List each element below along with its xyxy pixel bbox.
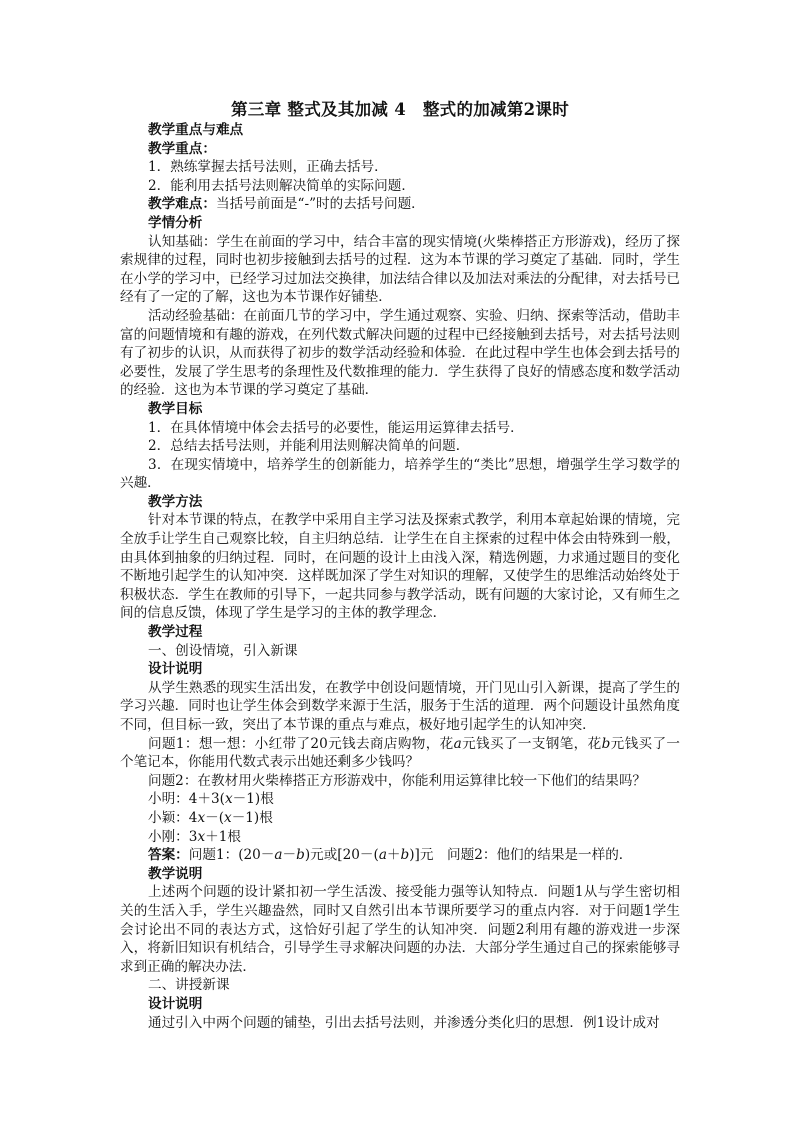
methods-paragraph: 针对本节课的特点，在教学中采用自主学习法及探索式教学，利用本章起始课的情境，完全放手让学生自己观察比较，自主归纳总结．让学生在自主探索的过程中体会由特殊到一般，由具体到抽象的归纳过程．同时，在问题的设计上由浅入深，精选例题，力求通过题目的变化不断地引起学生的认知冲突．这样既加深了学生对知识的理解，又使学生的思维活动始终处于积极状态．学生在教师的引导下，一起共同参与教学活动，既有问题的大家讨论，又有师生之间的信息反馈，体现了学生是学习的主体的教学理念． [120, 512, 680, 622]
design-note-label: 设计说明 [148, 661, 203, 678]
design-note-2-paragraph: 通过引入中两个问题的铺垫，引出去括号法则，并渗透分类化归的思想．例1设计成对 [148, 1014, 660, 1031]
key-points-label: 教学重点： [148, 140, 216, 157]
answer-xiaoming: 小明：4＋3(x－1)根 [148, 791, 274, 808]
section-heading-methods: 教学方法 [148, 493, 203, 510]
design-note-2-label: 设计说明 [148, 995, 203, 1012]
question-2: 问题2：在教材用火柴棒搭正方形游戏中，你能利用运算律比较一下他们的结果吗？ [148, 772, 647, 789]
answer-line: 答案：问题1：(20－a－b)元或[20－(a＋b)]元 问题2：他们的结果是一样的． [148, 847, 633, 864]
design-note-paragraph: 从学生熟悉的现实生活出发，在教学中创设问题情境，开门见山引入新课，提高了学生的学习兴趣．同时也让学生体会到数学来源于生活，服务于生活的道理．两个问题设计虽然角度不同，但目标一致，突出了本节课的重点与难点，极好地引起学生的认知冲突． [120, 679, 680, 733]
part-2-heading: 二、讲授新课 [148, 977, 230, 994]
teaching-note-label: 教学说明 [148, 865, 203, 882]
document-page [120, 100, 680, 1032]
goal-1: 1．在具体情境中体会去括号的必要性，能运用运算律去括号． [148, 419, 524, 436]
section-heading-process: 教学过程 [148, 624, 203, 641]
question-1: 问题1：想一想：小红带了20元钱去商店购物，花a元钱买了一支钢笔，花b元钱买了一个笔记本，你能用代数式表示出她还剩多少钱吗？ [120, 735, 681, 771]
difficulty-line [120, 195, 680, 214]
difficulty-text: 当括号前面是“-”时的去括号问题． [215, 196, 425, 213]
answer-xiaoying: 小颖：4x－(x－1)根 [148, 809, 273, 826]
difficulty-label: 教学难点： [148, 196, 216, 213]
cognitive-basis-paragraph: 认知基础：学生在前面的学习中，结合丰富的现实情境(火柴棒搭正方形游戏)，经历了探索规律的过程，同时也初步接触到去括号的过程．这为本节课的学习奠定了基础．同时，学生在小学的学习中，已经学习过加法交换律，加法结合律以及加法对乘法的分配律，对去括号已经有了一定的了解，这也为本节课作好铺垫． [120, 233, 680, 306]
activity-experience-paragraph: 活动经验基础：在前面几节的学习中，学生通过观察、实验、归纳、探索等活动，借助丰富的问题情境和有趣的游戏，在列代数式解决问题的过程中已经接触到去括号，对去括号法则有了初步的认识，从而获得了初步的数学活动经验和体验．在此过程中学生也体会到去括号的必要性，发展了学生思考的条理性及代数推理的能力．学生获得了良好的情感态度和数学活动的经验．这也为本节课的学习奠定了基础． [120, 307, 680, 399]
answer-label: 答案： [148, 847, 189, 864]
goal-2: 2．总结去括号法则，并能利用法则解决简单的问题． [148, 438, 470, 455]
part-1-heading: 一、创设情境，引入新课 [148, 642, 298, 659]
answer-xiaogang: 小刚：3x＋1根 [148, 828, 241, 845]
section-heading-key-points: 教学重点与难点 [148, 122, 244, 138]
page-title: 第三章 整式及其加减 4 整式的加减第2课时 [230, 100, 570, 119]
section-heading-student-analysis: 学情分析 [148, 214, 203, 231]
key-point-2: 2．能利用去括号法则解决简单的实际问题． [148, 177, 415, 194]
section-heading-goals: 教学目标 [148, 400, 203, 417]
goal-3: 3．在现实情境中，培养学生的创新能力，培养学生的“类比”思想，增强学生学习数学的兴趣． [120, 456, 680, 492]
teaching-note-paragraph: 上述两个问题的设计紧扣初一学生活泼、接受能力强等认知特点．问题1从与学生密切相关的生活入手，学生兴趣盎然，同时又自然引出本节课所要学习的重点内容．对于问题1学生会讨论出不同的表达方式，这恰好引起了学生的认知冲突．问题2利用有趣的游戏进一步深入，将新旧知识有机结合，引导学生寻求解决问题的办法．大部分学生通过自己的探索能够寻求到正确的解决办法． [120, 884, 680, 975]
key-point-1: 1．熟练掌握去括号法则，正确去括号． [148, 159, 388, 176]
